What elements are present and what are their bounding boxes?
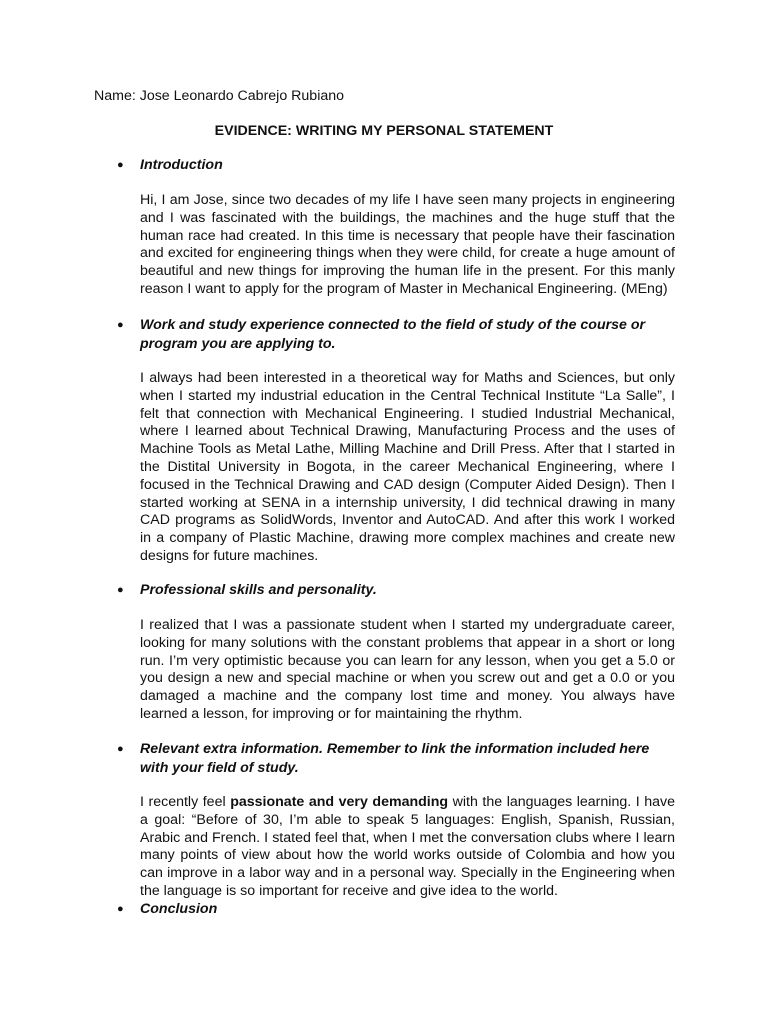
bullet-icon: ●: [117, 319, 124, 331]
section-heading-extra-information: Relevant extra information. Remember to link the information included here with your field of study.: [140, 741, 650, 776]
bullet-icon: ●: [117, 903, 124, 915]
author-name-line: Name: Jose Leonardo Cabrejo Rubiano: [94, 88, 345, 104]
section-heading-professional-skills: Professional skills and personality.: [140, 582, 377, 598]
section-heading-conclusion: Conclusion: [140, 901, 218, 917]
bullet-icon: ●: [117, 159, 124, 171]
section-heading-introduction: Introduction: [140, 157, 223, 173]
document-title: EVIDENCE: WRITING MY PERSONAL STATEMENT: [214, 123, 554, 139]
bullet-icon: ●: [117, 584, 124, 596]
section-heading-work-experience: Work and study experience connected to the field of study of the course or program you are applying to.: [140, 317, 646, 352]
section-paragraph-extra-information: [140, 794, 675, 901]
section-paragraph-professional-skills: I realized that I was a passionate student when I started my undergraduate career, looking for many solutions with the constant problems that appear in a short or long run. I’m very optimistic because you can learn for any lesson, when you get a 5.0 or you design a new and special machine or when you screw out and get a 0.0 or you damaged a machine and the company lost time and money. You always have learned a lesson, for improving or for maintaining the rhythm.: [140, 617, 675, 722]
paragraph-text-end: with the languages learning. I have a goal: “Before of 30, I’m able to speak 5 languages: English, Spanish, Russian, Arabic and French. I stated feel that, when I met the conversation clubs where I learn many points of view about how the world works outside of Colombia and how you can improve in a labor way and in a personal way. Specially in the Engineering when the language is so important for receive and give idea to the world.: [140, 794, 675, 899]
paragraph-text-start: I recently feel: [140, 794, 231, 810]
paragraph-bold-phrase: passionate and very demanding: [230, 794, 449, 810]
section-paragraph-work-experience: I always had been interested in a theoretical way for Maths and Sciences, but only when I started my industrial education in the Central Technical Institute “La Salle”, I felt that connection with Mechanical Engineering. I studied Industrial Mechanical, where I learned about Technical Drawing, Manufacturing Process and the uses of Machine Tools as Metal Lathe, Milling Machine and Drill Press. After that I started in the Distital University in Bogota, in the career Mechanical Engineering, where I focused in the Technical Drawing and CAD design (Computer Aided Design). Then I started working at SENA in a internship university, I did technical drawing in many CAD programs as SolidWords, Inventor and AutoCAD. And after this work I worked in a company of Plastic Machine, drawing more complex machines and create new designs for future machines.: [140, 370, 675, 564]
section-paragraph-introduction: Hi, I am Jose, since two decades of my life I have seen many projects in engineering and I was fascinated with the buildings, the machines and the huge stuff that the human race had created. In this time is necessary that people have their fascination and excited for engineering things when they were child, for create a huge amount of beautiful and new things for improving the human life in the present. For this manly reason I want to apply for the program of Master in Mechanical Engineering. (MEng): [140, 192, 675, 297]
bullet-icon: ●: [117, 743, 124, 755]
